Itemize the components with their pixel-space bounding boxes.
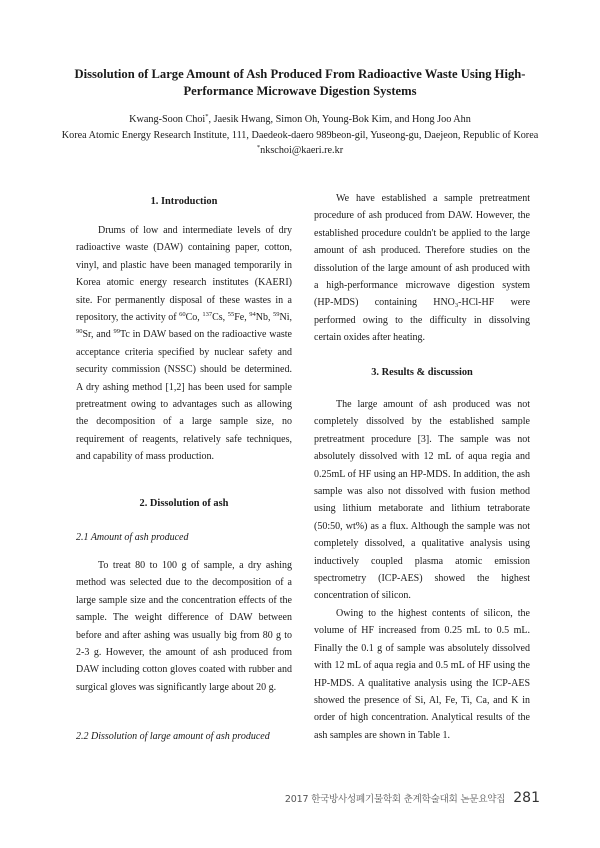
intro-body [76, 222, 292, 466]
page-number: 281 [513, 790, 540, 806]
email-address: nkschoi@kaeri.re.kr [260, 145, 344, 156]
title-line-1: Dissolution of Large Amount of Ash Produced From Radioactive Waste Using High- [74, 67, 526, 81]
author-list: Kwang-Soon Choi*, Jaesik Hwang, Simon Oh, Young-Bok Kim, and Hong Joo Ahn [129, 113, 471, 125]
conference-name: 2017 한국방사성폐기물학회 춘계학술대회 논문요약집 [284, 794, 506, 805]
section-heading-introduction: 1. Introduction [150, 196, 218, 207]
page-footer [285, 790, 540, 806]
pretreatment-paragraph: We have established a sample pretreatment procedure of ash produced from DAW. However, the established procedure couldn't be applied to the large amount of ash produced. Therefore studies on the dissolution of the large amount of ash produced with a high-performance microwave digestion system (HP-MDS) containing $HNO_3-HCl-HF$ were performed owing to the difficulty in dissolving certain oxides after heating. [314, 193, 531, 344]
paper-title [40, 66, 560, 100]
results-paragraph-2: Owing to the highest contents of silicon, the volume of HF increased from 0.25 mL to 0.5 mL. Finally the 0.1 g of sample was absolutely dissolved with 12 mL of aqua regia and 0.5 mL of HF using the HP-MDS. A qualitative analysis using the ICP-AES showed the presence of Si, Al, Fe, Ti, Ca, and K in order of high concentration. Analytical results of the ash samples are shown in Table 1. [314, 607, 530, 741]
section-heading-results: 3. Results & discussion [371, 367, 473, 378]
section-heading-dissolution: 2. Dissolution of ash [139, 498, 229, 509]
ash-body [76, 557, 292, 696]
title-line-2: Performance Microwave Digestion Systems [183, 84, 417, 98]
affiliation: Korea Atomic Energy Research Institute, 111, Daedeok-daero 989beon-gil, Yuseong-gu, Daejeon, Republic of Korea [61, 129, 539, 141]
subsection-heading-amount: 2.1 Amount of ash produced [76, 532, 189, 543]
author-block [40, 112, 560, 159]
results-body [314, 396, 530, 744]
intro-paragraph: Drums of low and intermediate levels of dry radioactive waste (DAW) containing paper, cotton, vinyl, and plastic have been managed temporarily in Korea atomic energy research institutes (KAERI) site. For permanently disposal of these wastes in a repository, the activity of $^{60}$Co, $^{137}$Cs, $^{55}$Fe, $^{94}$Nb, $^{59}$Ni, $^{90}$Sr, and $^{99}$Tc in DAW based on the radioactive waste acceptance criteria specified by nuclear safety and security commission (NSSC) should be determined. A dry ashing method [1,2] has been used for sample pretreatment owing to advantages such as allowing the decomposition of a large sample size, no requirement of reagents, relatively safe techniques, and capability of mass production. [76, 225, 292, 463]
subsection-heading-large-ash: 2.2 Dissolution of large amount of ash produced [76, 731, 270, 742]
results-paragraph-1: The large amount of ash produced was not completely dissolved by the established sample pretreatment procedure [3]. The sample was not absolutely dissolved with 12 mL of aqua regia and 0.25mL of HF using an HP-MDS. In addition, the ash sample was also not dissolved with fusion method using lithium metaborate and lithium tetraborate (50:50, wt%) as a flux. Although the sample was not completely dissolved, a qualitative analysis using inductively coupled plasma atomic emission spectrometry (ICP-AES) showed the highest concentration of silicon. [314, 399, 530, 602]
ash-paragraph: To treat 80 to 100 g of sample, a dry ashing method was selected due to the decomposition of a large sample size and the concentration effects of the sample. The weight difference of DAW between before and after ashing was usually big from 80 g to 2-3 g. However, the amount of ash produced from DAW including cotton gloves coated with rubber and surgical gloves was significantly large about 20 g. [76, 560, 292, 693]
pretreatment-body [314, 190, 530, 347]
email-line: *nkschoi@kaeri.re.kr [256, 144, 344, 156]
